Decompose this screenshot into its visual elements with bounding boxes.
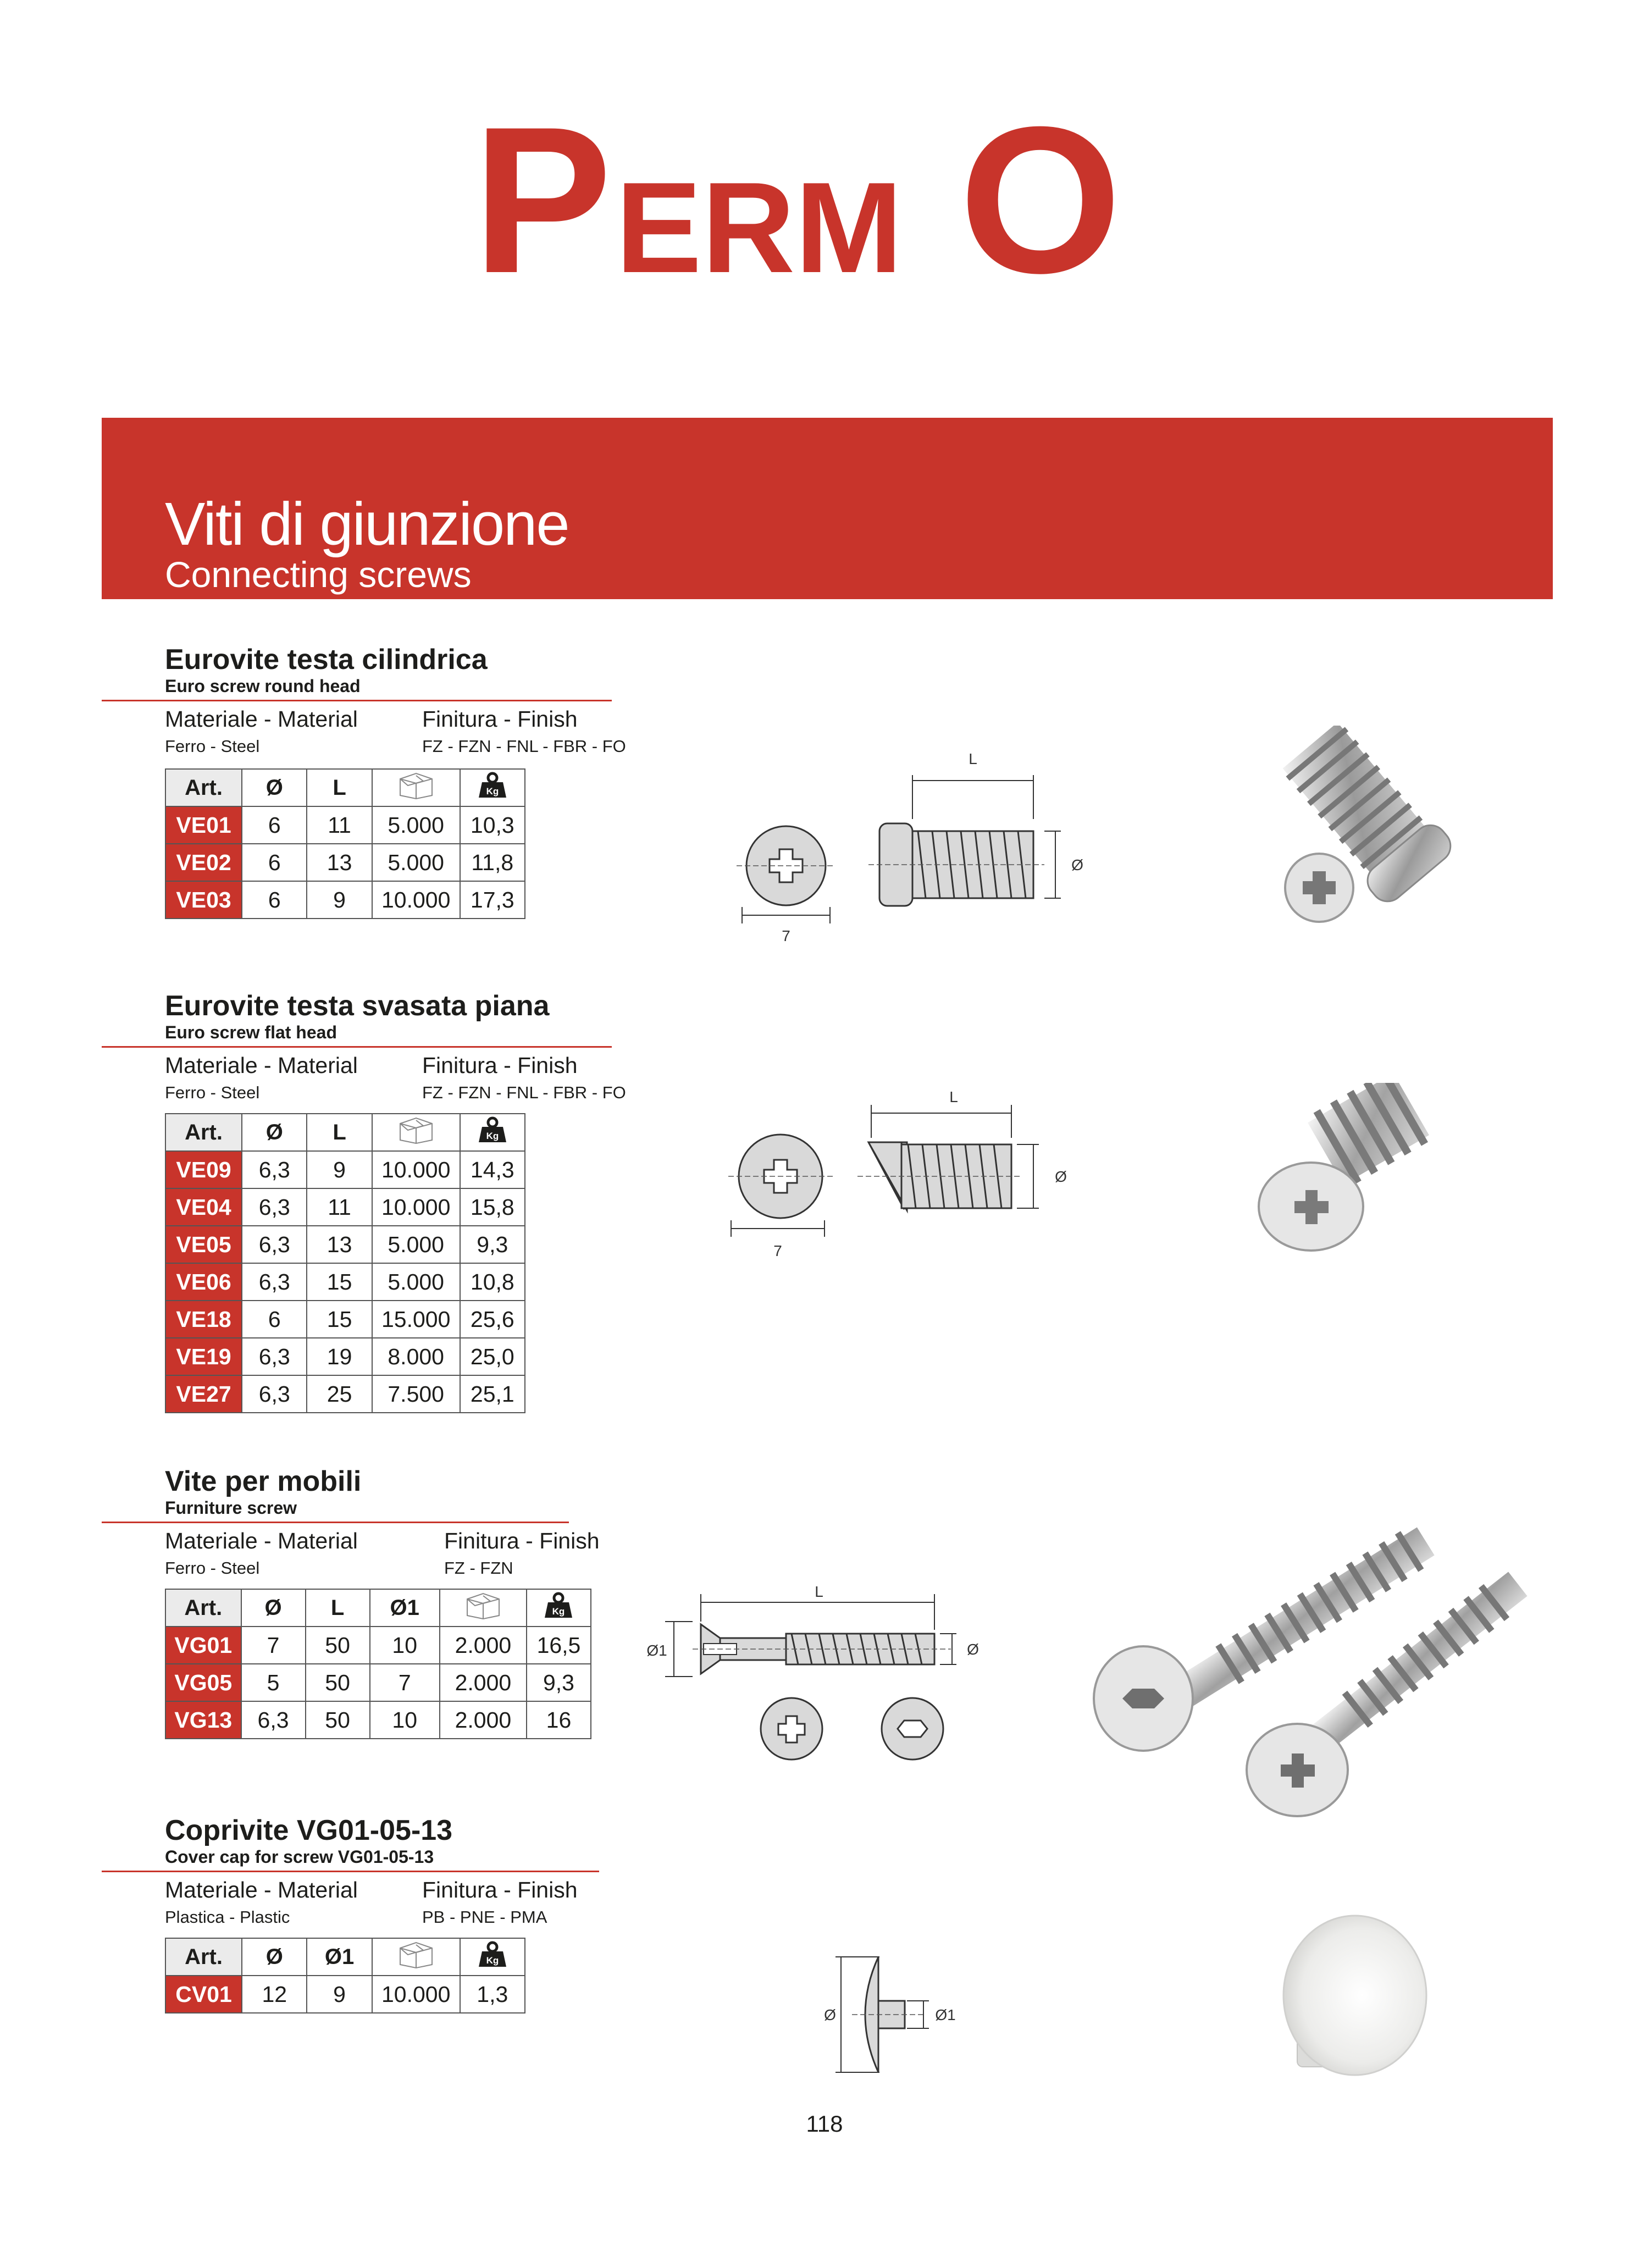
box-icon [397,1939,435,1969]
header-box [372,769,460,806]
cell: 50 [306,1627,370,1664]
technical-drawing-round-head [715,742,1110,951]
cell: 50 [306,1664,370,1701]
cell: 11,8 [460,844,525,881]
svg-text:Kg: Kg [552,1606,565,1617]
table-row [165,1301,525,1338]
header-box [440,1589,527,1627]
table-header-row [165,1589,591,1627]
header-length: L [307,769,372,806]
table-header-row [165,1938,525,1976]
cell: 6,3 [242,1188,307,1226]
table-row [165,1375,525,1413]
cell: 7 [370,1664,440,1701]
svg-text:L: L [949,1088,958,1105]
section-rule [102,1046,612,1048]
cell: 6 [242,806,307,844]
svg-text:7: 7 [773,1242,782,1259]
section-rule [102,700,612,701]
table-row [165,1976,525,2013]
section-subtitle: Cover cap for screw VG01-05-13 [165,1847,434,1867]
cell: 6,3 [241,1701,306,1739]
header-weight [460,1114,525,1151]
table-row [165,806,525,844]
cell: 9,3 [527,1664,591,1701]
material-label: Materiale - Material [165,1528,358,1553]
cell: 2.000 [440,1664,527,1701]
svg-text:Kg: Kg [486,1131,499,1141]
header-art: Art. [165,769,242,806]
cell-art: VG13 [165,1701,241,1739]
cell: 9 [307,1976,372,2013]
weight-icon [478,1940,507,1968]
cell-art: VE18 [165,1301,242,1338]
table-row [165,1664,591,1701]
svg-text:Kg: Kg [486,786,499,796]
cell: 25 [307,1375,372,1413]
section-title: Vite per mobili [165,1465,362,1497]
header-diameter: Ø [242,1938,307,1976]
material-value: Ferro - Steel [165,1558,260,1578]
cell: 10,3 [460,806,525,844]
section-rule [102,1871,599,1872]
cell: 13 [307,844,372,881]
cell: 15 [307,1263,372,1301]
page-number: 118 [806,2111,843,2137]
cell: 6,3 [242,1151,307,1188]
header-art: Art. [165,1114,242,1151]
svg-text:ERM: ERM [616,155,903,291]
spec-table [165,1938,525,2013]
cell-art: VE04 [165,1188,242,1226]
technical-drawing-cover-cap [814,1940,1033,2083]
cell: 13 [307,1226,372,1263]
table-row [165,1701,591,1739]
svg-text:Ø: Ø [967,1641,979,1658]
svg-text:L: L [969,750,977,767]
svg-text:Ø: Ø [1071,856,1083,873]
header-art: Art. [165,1938,242,1976]
photo-euro-screw-round-head [1259,726,1468,934]
cell-art: VE27 [165,1375,242,1413]
technical-drawing-furniture-screw [643,1572,1072,1786]
cell: 15 [307,1301,372,1338]
header-weight [527,1589,591,1627]
header-weight [460,1938,525,1976]
cell: 2.000 [440,1701,527,1739]
cell: 5.000 [372,844,460,881]
table-row [165,844,525,881]
cell: 19 [307,1338,372,1375]
cell: 10.000 [372,1151,460,1188]
cell: 5.000 [372,1226,460,1263]
material-label: Materiale - Material [165,1053,358,1078]
spec-table [165,1113,525,1413]
svg-text:L: L [815,1583,823,1600]
finish-value: FZ - FZN - FNL - FBR - FO [422,1083,626,1102]
cell: 16 [527,1701,591,1739]
cell-art: VE19 [165,1338,242,1375]
svg-text:7: 7 [782,927,790,944]
cell-art: VE03 [165,881,242,919]
table-header-row [165,769,525,806]
photo-cover-cap [1259,1913,1435,2094]
header-diameter: Ø [242,1114,307,1151]
svg-text:O: O [959,83,1122,291]
table-row [165,1338,525,1375]
section-title: Eurovite testa svasata piana [165,990,550,1022]
header-length: L [307,1114,372,1151]
weight-icon [478,1116,507,1143]
svg-text:P: P [473,83,612,291]
cell: 6,3 [242,1375,307,1413]
section-rule [102,1522,569,1523]
header-diameter1: Ø1 [307,1938,372,1976]
finish-value: PB - PNE - PMA [422,1907,547,1927]
cell: 12 [242,1976,307,2013]
material-label: Materiale - Material [165,706,358,732]
photo-furniture-screws [1088,1517,1550,1825]
finish-label: Finitura - Finish [422,706,578,732]
table-row [165,1151,525,1188]
cell: 9 [307,1151,372,1188]
svg-text:Ø: Ø [824,2006,836,2023]
cell: 9,3 [460,1226,525,1263]
header-box [372,1938,460,1976]
cell: 10.000 [372,1976,460,2013]
section-subtitle: Euro screw round head [165,676,361,696]
cell: 5 [241,1664,306,1701]
cell-art: CV01 [165,1976,242,2013]
cell: 25,6 [460,1301,525,1338]
cell: 9 [307,881,372,919]
cell: 10.000 [372,1188,460,1226]
header-diameter1: Ø1 [370,1589,440,1627]
material-label: Materiale - Material [165,1877,358,1902]
cell: 6 [242,881,307,919]
cell-art: VE05 [165,1226,242,1263]
cell: 50 [306,1701,370,1739]
finish-value: FZ - FZN - FNL - FBR - FO [422,737,626,756]
cell: 6,3 [242,1226,307,1263]
cell: 10 [370,1701,440,1739]
cell: 8.000 [372,1338,460,1375]
box-icon [397,1115,435,1144]
cell-art: VG05 [165,1664,241,1701]
header-weight [460,769,525,806]
cell: 15,8 [460,1188,525,1226]
box-icon [397,770,435,800]
cell-art: VE01 [165,806,242,844]
material-value: Ferro - Steel [165,737,260,756]
cell: 6 [242,844,307,881]
table-row [165,1263,525,1301]
header-box [372,1114,460,1151]
material-value: Plastica - Plastic [165,1907,290,1927]
section-subtitle: Euro screw flat head [165,1022,337,1042]
finish-label: Finitura - Finish [422,1053,578,1078]
box-icon [464,1590,502,1620]
spec-table [165,1589,591,1739]
cell: 6 [242,1301,307,1338]
weight-icon [544,1591,573,1619]
cell: 7 [241,1627,306,1664]
cell-art: VE02 [165,844,242,881]
cell: 6,3 [242,1338,307,1375]
cell: 14,3 [460,1151,525,1188]
cell: 11 [307,806,372,844]
svg-text:Kg: Kg [486,1955,499,1966]
banner-subtitle: Connecting screws [165,554,472,595]
banner-title: Viti di giunzione [165,490,569,558]
section-title: Eurovite testa cilindrica [165,644,488,676]
svg-text:Ø1: Ø1 [935,2006,956,2023]
cell: 5.000 [372,806,460,844]
table-row [165,1226,525,1263]
permo-logo [0,82,1649,291]
section-subtitle: Furniture screw [165,1498,297,1518]
cell: 10,8 [460,1263,525,1301]
table-row [165,881,525,919]
cell-art: VG01 [165,1627,241,1664]
photo-euro-screw-flat-head [1248,1083,1468,1270]
svg-text:Ø: Ø [1055,1168,1067,1185]
weight-icon [478,771,507,799]
table-header-row [165,1114,525,1151]
spec-table [165,768,525,919]
cell: 10.000 [372,881,460,919]
svg-text:Ø1: Ø1 [646,1642,667,1659]
table-row [165,1188,525,1226]
header-diameter: Ø [241,1589,306,1627]
header-diameter: Ø [242,769,307,806]
cell: 17,3 [460,881,525,919]
section-title: Coprivite VG01-05-13 [165,1815,453,1846]
finish-label: Finitura - Finish [444,1528,600,1553]
cell: 15.000 [372,1301,460,1338]
cell: 25,1 [460,1375,525,1413]
finish-label: Finitura - Finish [422,1877,578,1902]
cell: 2.000 [440,1627,527,1664]
cell: 10 [370,1627,440,1664]
cell: 1,3 [460,1976,525,2013]
title-banner [102,418,1553,599]
cell: 16,5 [527,1627,591,1664]
technical-drawing-flat-head [715,1083,1110,1275]
cell: 11 [307,1188,372,1226]
finish-value: FZ - FZN [444,1558,513,1578]
table-row [165,1627,591,1664]
cell: 6,3 [242,1263,307,1301]
cell-art: VE06 [165,1263,242,1301]
cell: 5.000 [372,1263,460,1301]
header-art: Art. [165,1589,241,1627]
material-value: Ferro - Steel [165,1083,260,1102]
header-length: L [306,1589,370,1627]
cell-art: VE09 [165,1151,242,1188]
cell: 25,0 [460,1338,525,1375]
cell: 7.500 [372,1375,460,1413]
